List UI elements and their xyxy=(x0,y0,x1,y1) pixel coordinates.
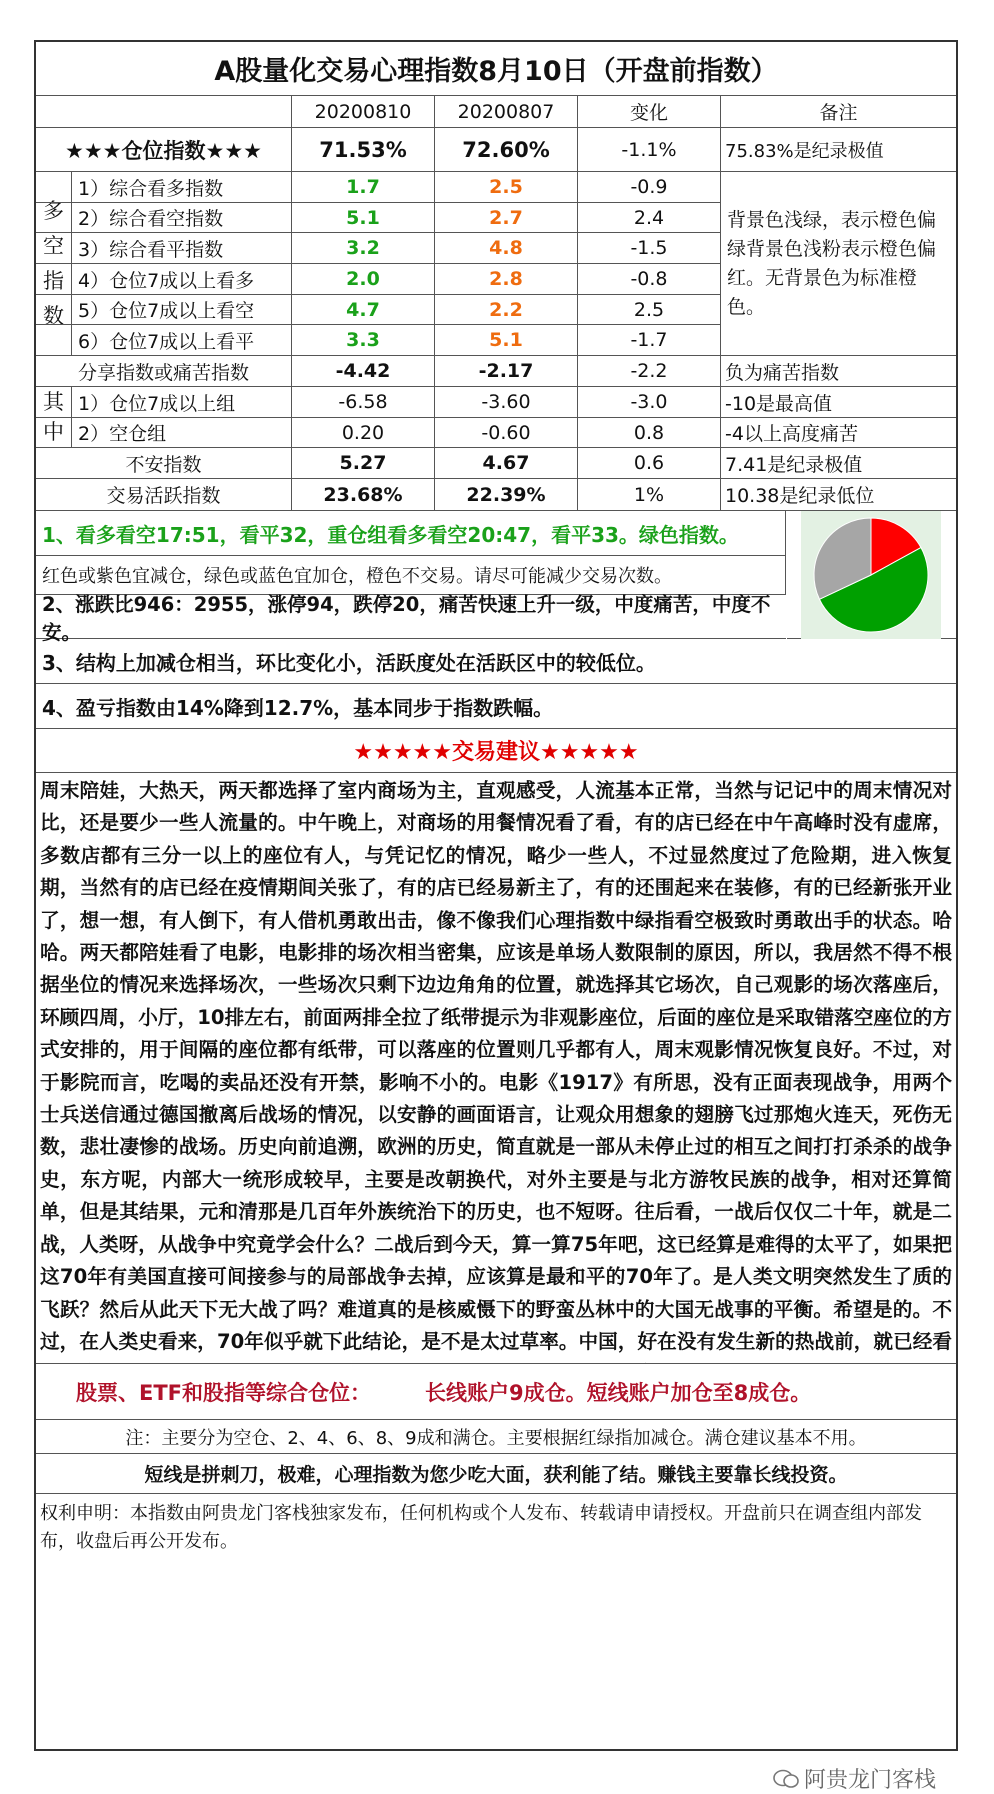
report-sheet xyxy=(34,40,958,1751)
bull-bear-change: -0.9 xyxy=(578,172,721,202)
group-char: 指 xyxy=(43,268,64,293)
among-label: 1）仓位7成以上组 xyxy=(72,387,292,417)
summary-line-1: 1、看多看空17:51，看平32，重仓组看多看空20:47，看平33。绿色指数。 xyxy=(36,511,786,556)
among-change: -3.0 xyxy=(578,387,721,417)
page-title: A股量化交易心理指数8月10日（开盘前指数） xyxy=(214,56,778,87)
among-v2: -3.60 xyxy=(435,387,578,417)
group-char: 中 xyxy=(43,420,64,444)
header-note: 备注 xyxy=(819,102,858,124)
among-note: -10是最高值 xyxy=(725,392,833,415)
unease-note: 7.41是纪录极值 xyxy=(725,453,863,476)
bull-bear-row xyxy=(36,264,721,295)
header-row xyxy=(36,96,956,128)
unease-row xyxy=(36,448,956,479)
group-char: 数 xyxy=(43,303,64,328)
share-index-note: 负为痛苦指数 xyxy=(725,361,840,384)
watermark xyxy=(772,1763,936,1794)
bull-bear-change: -1.5 xyxy=(578,233,721,263)
title-row xyxy=(36,42,956,96)
header-date-2: 20200807 xyxy=(435,96,578,127)
copyright: 权利申明：本指数由阿贵龙门客栈独家发布，任何机构或个人发布、转载请申请授权。开盘前只在调查组内部发布，收盘后再公开发布。 xyxy=(40,1503,922,1552)
among-label: 2）空仓组 xyxy=(72,418,292,447)
position-row xyxy=(36,1364,956,1420)
share-index-row xyxy=(36,356,956,387)
bull-bear-row xyxy=(36,233,721,264)
position-label: 股票、ETF和股指等综合仓位： xyxy=(76,1380,372,1405)
advice-box xyxy=(36,772,956,1364)
bull-bear-v1: 3.3 xyxy=(292,325,435,355)
header-blank xyxy=(36,96,292,127)
among-v1: 0.20 xyxy=(292,418,435,447)
position-index-note: 75.83%是纪录极值 xyxy=(725,140,884,162)
bull-bear-label: 6）仓位7成以上看平 xyxy=(72,325,292,355)
summary-line-3: 3、结构上加减仓相当，环比变化小，活跃度处在活跃区中的较低位。 xyxy=(36,639,956,684)
advice-title-row xyxy=(36,729,956,772)
unease-v2: 4.67 xyxy=(435,448,578,478)
bull-bear-v2: 2.2 xyxy=(435,295,578,324)
bull-bear-change: -1.7 xyxy=(578,325,721,355)
bull-bear-v2: 5.1 xyxy=(435,325,578,355)
bull-bear-v1: 4.7 xyxy=(292,295,435,324)
group-char: 其 xyxy=(43,390,64,414)
among-row xyxy=(36,418,956,448)
summary-line-2: 2、涨跌比946：2955，涨停94，跌停20，痛苦快速上升一级，中度痛苦，中度不安。 xyxy=(36,595,786,639)
position-value: 长线账户9成仓。短线账户加仓至8成仓。 xyxy=(425,1380,812,1405)
bull-bear-row xyxy=(36,295,721,325)
bull-bear-v2: 4.8 xyxy=(435,233,578,263)
activity-note: 10.38是纪录低位 xyxy=(725,485,875,507)
bull-bear-change: 2.5 xyxy=(578,295,721,324)
bull-bear-change: 2.4 xyxy=(578,203,721,232)
position-index-label: ★★★仓位指数★★★ xyxy=(36,128,292,171)
share-index-label: 分享指数或痛苦指数 xyxy=(36,356,292,386)
bull-bear-row xyxy=(36,172,721,203)
header-date-1: 20200810 xyxy=(292,96,435,127)
bull-bear-row xyxy=(36,203,721,233)
bull-bear-v2: 2.8 xyxy=(435,264,578,294)
among-v1: -6.58 xyxy=(292,387,435,417)
bull-bear-v2: 2.7 xyxy=(435,203,578,232)
bull-bear-note xyxy=(721,172,956,356)
among-change: 0.8 xyxy=(578,418,721,447)
bull-bear-v1: 3.2 xyxy=(292,233,435,263)
position-index-v2: 72.60% xyxy=(435,128,578,171)
bull-bear-note-text: 背景色浅绿，表示橙色偏绿背景色浅粉表示橙色偏红。无背景色为标准橙色。 xyxy=(727,208,937,318)
bull-bear-label: 5）仓位7成以上看空 xyxy=(72,295,292,324)
activity-change: 1% xyxy=(578,479,721,510)
bull-bear-label: 1）综合看多指数 xyxy=(72,172,292,202)
group-char: 多 xyxy=(43,198,64,223)
position-index-row xyxy=(36,128,956,172)
position-index-v1: 71.53% xyxy=(292,128,435,171)
position-index-change: -1.1% xyxy=(578,128,721,171)
unease-v1: 5.27 xyxy=(292,448,435,478)
unease-label: 不安指数 xyxy=(36,448,292,478)
unease-change: 0.6 xyxy=(578,448,721,478)
among-v2: -0.60 xyxy=(435,418,578,447)
advice-title: ★★★★★交易建议★★★★★ xyxy=(353,740,639,765)
among-note: -4以上高度痛苦 xyxy=(725,423,858,445)
summary-line-1-sub: 红色或紫色宜减仓，绿色或蓝色宜加仓，橙色不交易。请尽可能减少交易次数。 xyxy=(36,556,786,595)
bull-bear-change: -0.8 xyxy=(578,264,721,294)
bull-bear-label: 2）综合看空指数 xyxy=(72,203,292,232)
summary-line-4: 4、盈亏指数由14%降到12.7%，基本同步于指数跌幅。 xyxy=(36,684,956,729)
pie-chart-cell xyxy=(787,511,956,639)
bull-bear-v1: 1.7 xyxy=(292,172,435,202)
bull-bear-label: 3）综合看平指数 xyxy=(72,233,292,263)
pie-chart xyxy=(801,511,941,639)
bull-bear-row xyxy=(36,325,721,356)
activity-v1: 23.68% xyxy=(292,479,435,510)
bull-bear-v2: 2.5 xyxy=(435,172,578,202)
group-char: 空 xyxy=(43,233,64,258)
share-index-change: -2.2 xyxy=(578,356,721,386)
bull-bear-label: 4）仓位7成以上看多 xyxy=(72,264,292,294)
notes-line-1: 注：主要分为空仓、2、4、6、8、9成和满仓。主要根据红绿指加减仓。满仓建议基本不用。 xyxy=(36,1420,956,1454)
bull-bear-v1: 2.0 xyxy=(292,264,435,294)
advice-text: 周末陪娃，大热天，两天都选择了室内商场为主，直观感受，人流基本正常，当然与记记中的周末情况对比，还是要少一些人流量的。中午晚上，对商场的用餐情况看了看，有的店已经在中午高峰时没有虚席，多数店都有三分一以上的座位有人，与凭记忆的情况，略少一些人，不过显然度过了危险期，进入恢复期，当然有的店已经在疫情期间关张了，有的店已经易新主了，有的还围起来在装修，有的已经新张开业了，想一想，有人倒下，有人借机勇敢出击，像不像我们心理指数中绿指看空极致时勇敢出手的状态。哈哈。两天都陪娃看了电影，电影排的场次相当密集，应该是单场人数限制的原因，所以，我居然不得不根据坐位的情况来选择场次，一些场次只剩下边边角角的位置，就选择其它场次，自己观影的场次落座后，环顾四周，小厅，10排左右，前面两排全拉了纸带提示为非观影座位，后面的座位是采取错落空座位的方式安排的，用于间隔的座位都有纸带，可以落座的位置则几乎都有人，周末观影情况恢复良好。不过，对于影院而言，吃喝的卖品还没有开禁，影响不小的。电影《1917》有所思，没有正面表现战争，用两个士兵送信通过德国撤离后战场的情况，以安静的画面语言，让观众用想象的翅膀飞过那炮火连天，死伤无数，悲壮凄惨的战场。历史向前追溯，欧洲的历史，简直就是一部从未停止过的相互之间打打杀杀的战争史，东方呢，内部大一统形成较早，主要是改朝换代，对外主要是与北方游牧民族的战争，相对还算简单，但是其结果，元和清那是几百年外族统治下的历史，也不短呀。往后看，一战后仅仅二十年，就是二战，人类呀，从战争中究竟学会什么？二战后到今天，算一算75年吧，这已经算是难得的太平了，如果把这70年有美国直接可间接参与的局部战争去掉，应该算是最和平的70年了。是人类文明突然发生了质的飞跃？然后从此天下无大战了吗？难道真的是核威慑下的野蛮丛林中的大国无战事的平衡。希望是的。不过，在人类史看来，70年似乎就下此结论，是不是太过草率。中国，好在没有发生新的热战前，就已经看 xyxy=(40,779,952,1353)
activity-row xyxy=(36,479,956,511)
bull-bear-v1: 5.1 xyxy=(292,203,435,232)
watermark-text: 阿贵龙门客栈 xyxy=(804,1768,937,1793)
activity-label: 交易活跃指数 xyxy=(36,479,292,510)
notes-line-2: 短线是拼刺刀，极难，心理指数为您少吃大面，获利能了结。赚钱主要靠长线投资。 xyxy=(36,1454,956,1494)
share-index-v1: -4.42 xyxy=(292,356,435,386)
among-row xyxy=(36,387,956,418)
activity-v2: 22.39% xyxy=(435,479,578,510)
header-change: 变化 xyxy=(578,96,721,127)
share-index-v2: -2.17 xyxy=(435,356,578,386)
wechat-icon xyxy=(772,1768,800,1790)
